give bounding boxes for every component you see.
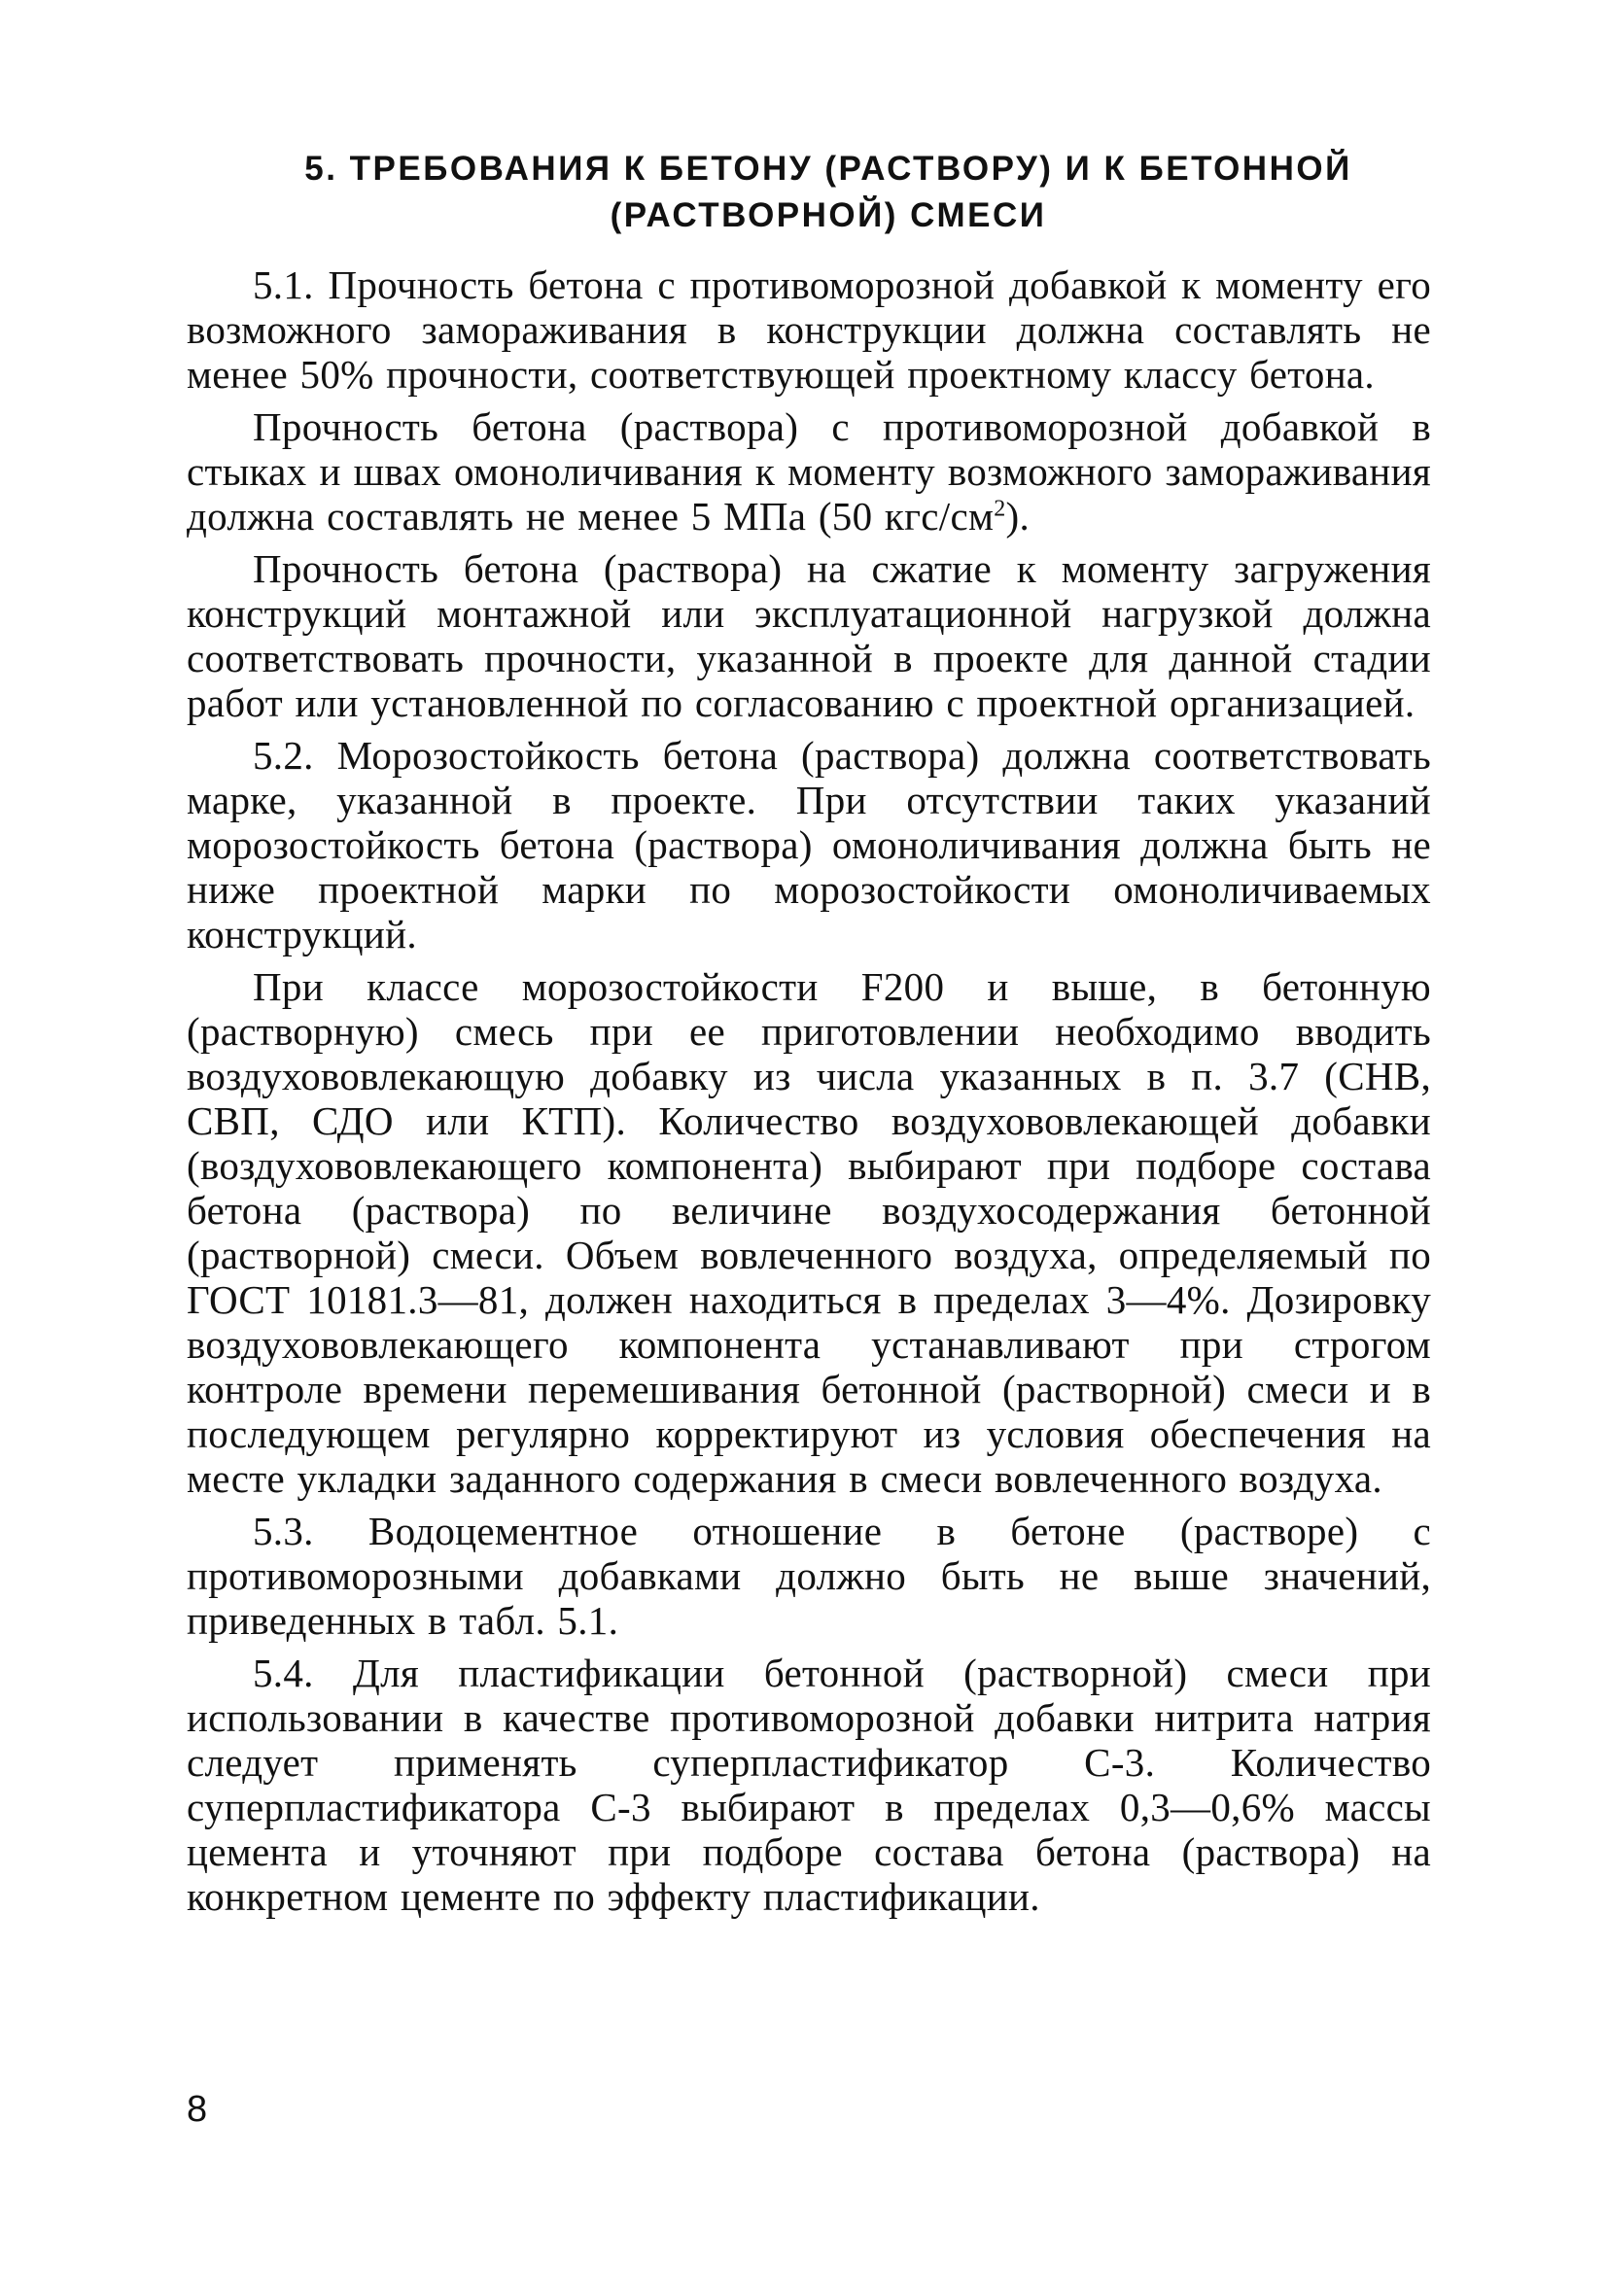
paragraph-5-4: 5.4. Для пластификации бетонной (растворной) смеси при использовании в качестве противоморозной добавки нитрита натрия следует применять суперпластификатор С-3. Количество суперпластификатора С-3 выбирают в пределах 0,3—0,6% массы цемента и уточняют при подборе состава бетона (раствора) на конкретном цементе по эффекту пластификации. <box>187 1651 1431 1919</box>
paragraph-5-3: 5.3. Водоцементное отношение в бетоне (растворе) с противоморозными добавками должно быть не выше значений, приведенных в табл. 5.1. <box>187 1509 1431 1643</box>
paragraph-frost-class: При классе морозостойкости F200 и выше, в бетонную (растворную) смесь при ее приготовлении необходимо вводить воздухововлекающую добавку из числа указанных в п. 3.7 (СНВ, СВП, СДО или КТП). Количество воздухововлекающей добавки (воздухововлекающего компонента) выбирают при подборе состава бетона (раствора) по величине воздухосодержания бетонной (растворной) смеси. Объем вовлеченного воздуха, определяемый по ГОСТ 10181.3—81, должен находиться в пределах 3—4%. Дозировку воздухововлекающего компонента устанавливают при строгом контроле времени перемешивания бетонной (растворной) смеси и в последующем регулярно корректируют из условия обеспечения на месте укладки заданного содержания в смеси вовлеченного воздуха. <box>187 964 1431 1501</box>
unit-note <box>819 494 1030 539</box>
unit-note-close: ). <box>1005 494 1031 539</box>
paragraph-joint-strength <box>187 404 1431 539</box>
unit-note-open: (50 кгс/см <box>818 494 995 539</box>
unit-note-superscript: 2 <box>994 496 1006 522</box>
paragraph-joint-strength-text: Прочность бетона (раствора) с противоморозной добавкой в стыках и швах омоноличивания к моменту возможного замораживания должна составлять не менее 5 МПа <box>187 404 1431 539</box>
section-heading-line-1: 5. ТРЕБОВАНИЯ К БЕТОНУ (РАСТВОРУ) И К БЕТОННОЙ <box>304 150 1352 188</box>
section-heading-line-2: (РАСТВОРНОЙ) СМЕСИ <box>610 196 1047 234</box>
paragraph-5-1: 5.1. Прочность бетона с противоморозной добавкой к моменту его возможного замораживания в конструкции должна составлять не менее 50% прочности, соответствующей проектному классу бетона. <box>187 262 1431 397</box>
document-page <box>187 146 1431 1927</box>
page-number: 8 <box>187 2089 208 2130</box>
paragraph-compressive-strength: Прочность бетона (раствора) на сжатие к моменту загружения конструкций монтажной или эксплуатационной нагрузкой должна соответствовать прочности, указанной в проекте для данной стадии работ или установленной по согласованию с проектной организацией. <box>187 546 1431 725</box>
section-heading <box>187 146 1431 239</box>
paragraph-5-2: 5.2. Морозостойкость бетона (раствора) должна соответствовать марке, указанной в проекте. При отсутствии таких указаний морозостойкость бетона (раствора) омоноличивания должна быть не ниже проектной марки по морозостойкости омоноличиваемых конструкций. <box>187 733 1431 957</box>
